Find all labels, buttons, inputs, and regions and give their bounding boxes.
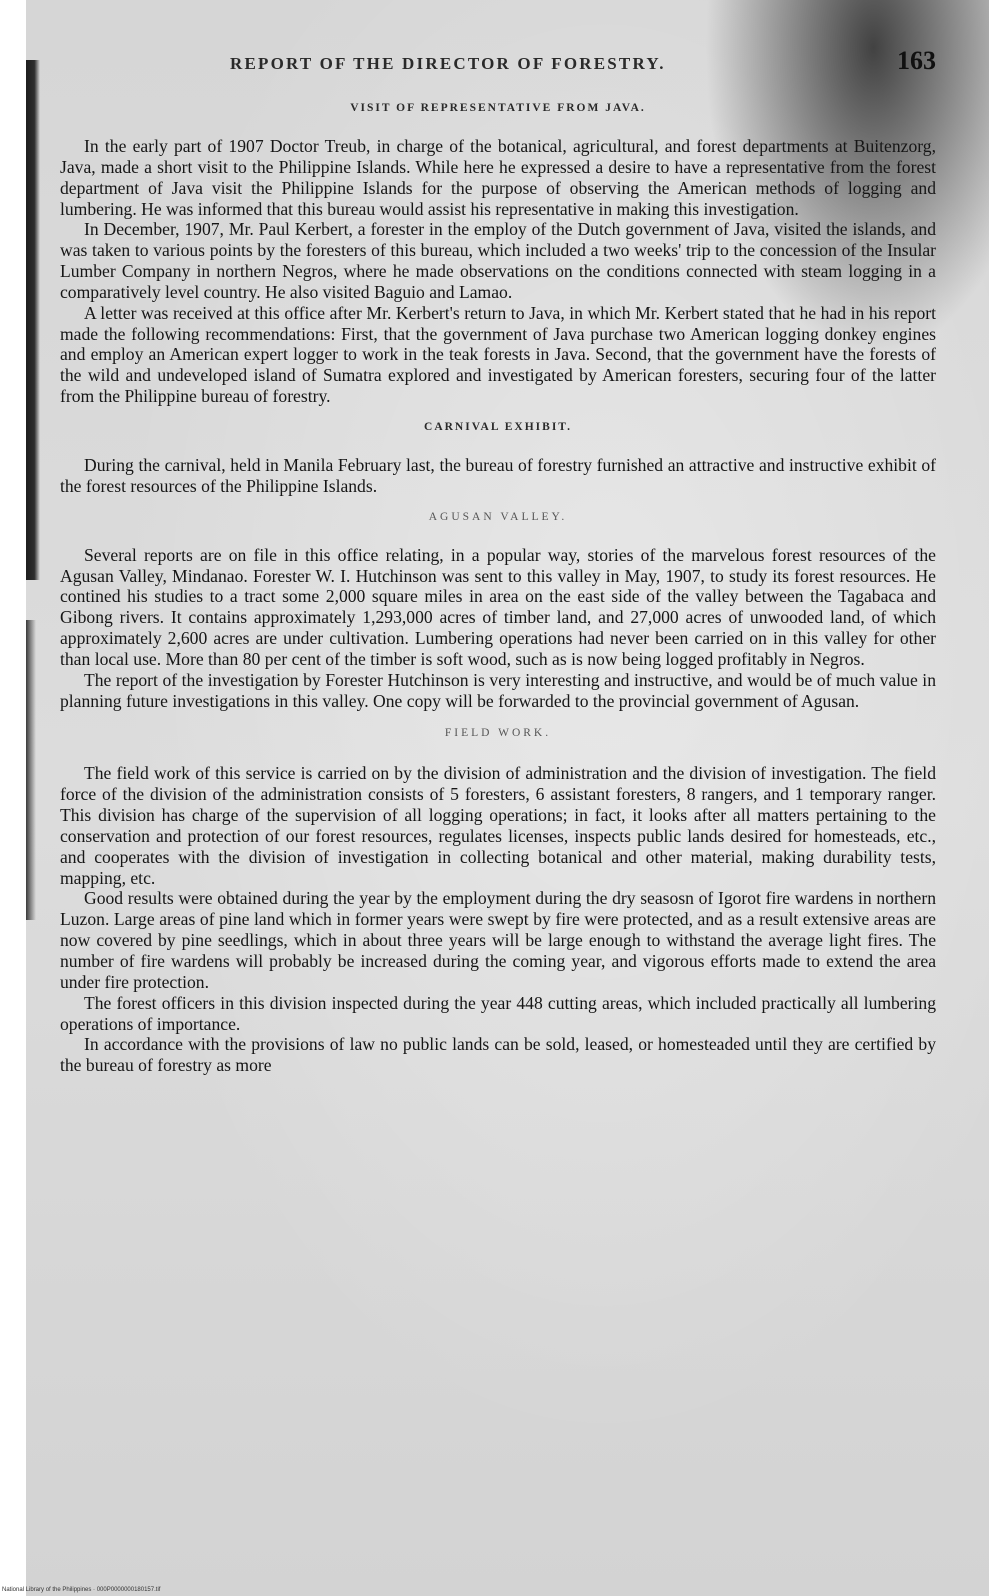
section-agusan-valley (60, 511, 936, 712)
section-heading: FIELD WORK. (444, 727, 552, 740)
binding-shadow (26, 60, 40, 580)
running-head-title: REPORT OF THE DIRECTOR OF FORESTRY. (230, 54, 666, 73)
running-head (60, 46, 936, 80)
section-carnival-exhibit (60, 421, 936, 497)
page-number: 163 (897, 46, 936, 75)
section-visit-from-java (60, 102, 936, 407)
paragraph: The field work of this service is carried on by the division of administration and the division of investigation. The field force of the division of the administration consists of 5 foresters, 6 assistant foresters, 8 rangers, and 1 temporary ranger. This division has charge of the supervision of all logging operations; in fact, it looks after all matters pertaining to the conservation and protection of our forest resources, regulates licenses, inspects public lands desired for homesteads, etc., and cooperates with the division of investigation in collecting botanical and other material, making durability tests, mapping, etc. (60, 763, 936, 888)
paragraph: During the carnival, held in Manila February last, the bureau of forestry furnished an attractive and instructive exhibit of the forest resources of the Philippine Islands. (60, 454, 936, 496)
paragraph: A letter was received at this office after Mr. Kerbert's return to Java, in which Mr. Kerbert stated that he had in his report made the following recommendations: First, that the government of Java purchase two American logging donkey engines and employ an American expert logger to work in the teak forests in Java. Second, that the government have the forests of the wild and undeveloped island of Sumatra explored and investigated by American foresters, securing four of the latter from the Philippine bureau of forestry. (60, 302, 936, 407)
paragraph: Good results were obtained during the year by the employment during the dry seasosn of Igorot fire wardens in northern Luzon. Large areas of pine land which in former years were swept by fire were protected, and as a result extensive areas are now covered by pine seedlings, which in about three years will be large enough to withstand the average light fires. The number of fire wardens will probably be increased during the coming year, and vigorous efforts made to extend the area under fire protection. (60, 888, 936, 992)
section-field-work (60, 727, 936, 1076)
paragraph: In December, 1907, Mr. Paul Kerbert, a forester in the employ of the Dutch government of Java, visited the islands, and was taken to various points by the foresters of this bureau, which included a two weeks' trip to the concession of the Insular Lumber Company in northern Negros, where he made observations on the conditions connected with steam logging in a comparatively level country. He also visited Baguio and Lamao. (60, 219, 936, 302)
paragraph: The forest officers in this division inspected during the year 448 cutting areas, which included practically all lumbering operations of importance. (60, 992, 936, 1034)
section-heading: CARNIVAL EXHIBIT. (424, 420, 572, 433)
paragraph: Several reports are on file in this office relating, in a popular way, stories of the marvelous forest resources of the Agusan Valley, Mindanao. Forester W. I. Hutchinson was sent to this valley in May, 1907, to study its forest resources. He contined his studies to a tract some 2,000 square miles in area on the east side of the valley between the Tagabaca and Gibong rivers. It contains approximately 1,293,000 acres of timber land, and 27,000 acres of unwooded land, of which approximately 2,600 acres are under cultivation. Lumbering operations had never been carried on in this valley for other than local use. More than 80 per cent of the timber is soft wood, such as is now being logged profitably in Negros. (60, 544, 936, 669)
section-heading: VISIT OF REPRESENTATIVE FROM JAVA. (350, 102, 646, 114)
paragraph: In the early part of 1907 Doctor Treub, in charge of the botanical, agricultural, and forest departments at Buitenzorg, Java, made a short visit to the Philippine Islands. While here he expressed a desire to have a representative from the forest department of Java visit the Philippine Islands for the purpose of observing the American methods of logging and lumbering. He was informed that this bureau would assist his representative in making this investigation. (60, 136, 936, 219)
binding-shadow-lower (26, 620, 36, 920)
archive-footer-mark: National Library of the Philippines · 000P0000000180157.tif (2, 1587, 161, 1593)
section-heading: AGUSAN VALLEY. (428, 510, 568, 523)
paragraph: In accordance with the provisions of law no public lands can be sold, leased, or homesteaded until they are certified by the bureau of forestry as more (60, 1034, 936, 1076)
paragraph: The report of the investigation by Forester Hutchinson is very interesting and instructive, and would be of much value in planning future investigations in this valley. One copy will be forwarded to the provincial government of Agusan. (60, 669, 936, 711)
page-content (60, 46, 936, 1076)
